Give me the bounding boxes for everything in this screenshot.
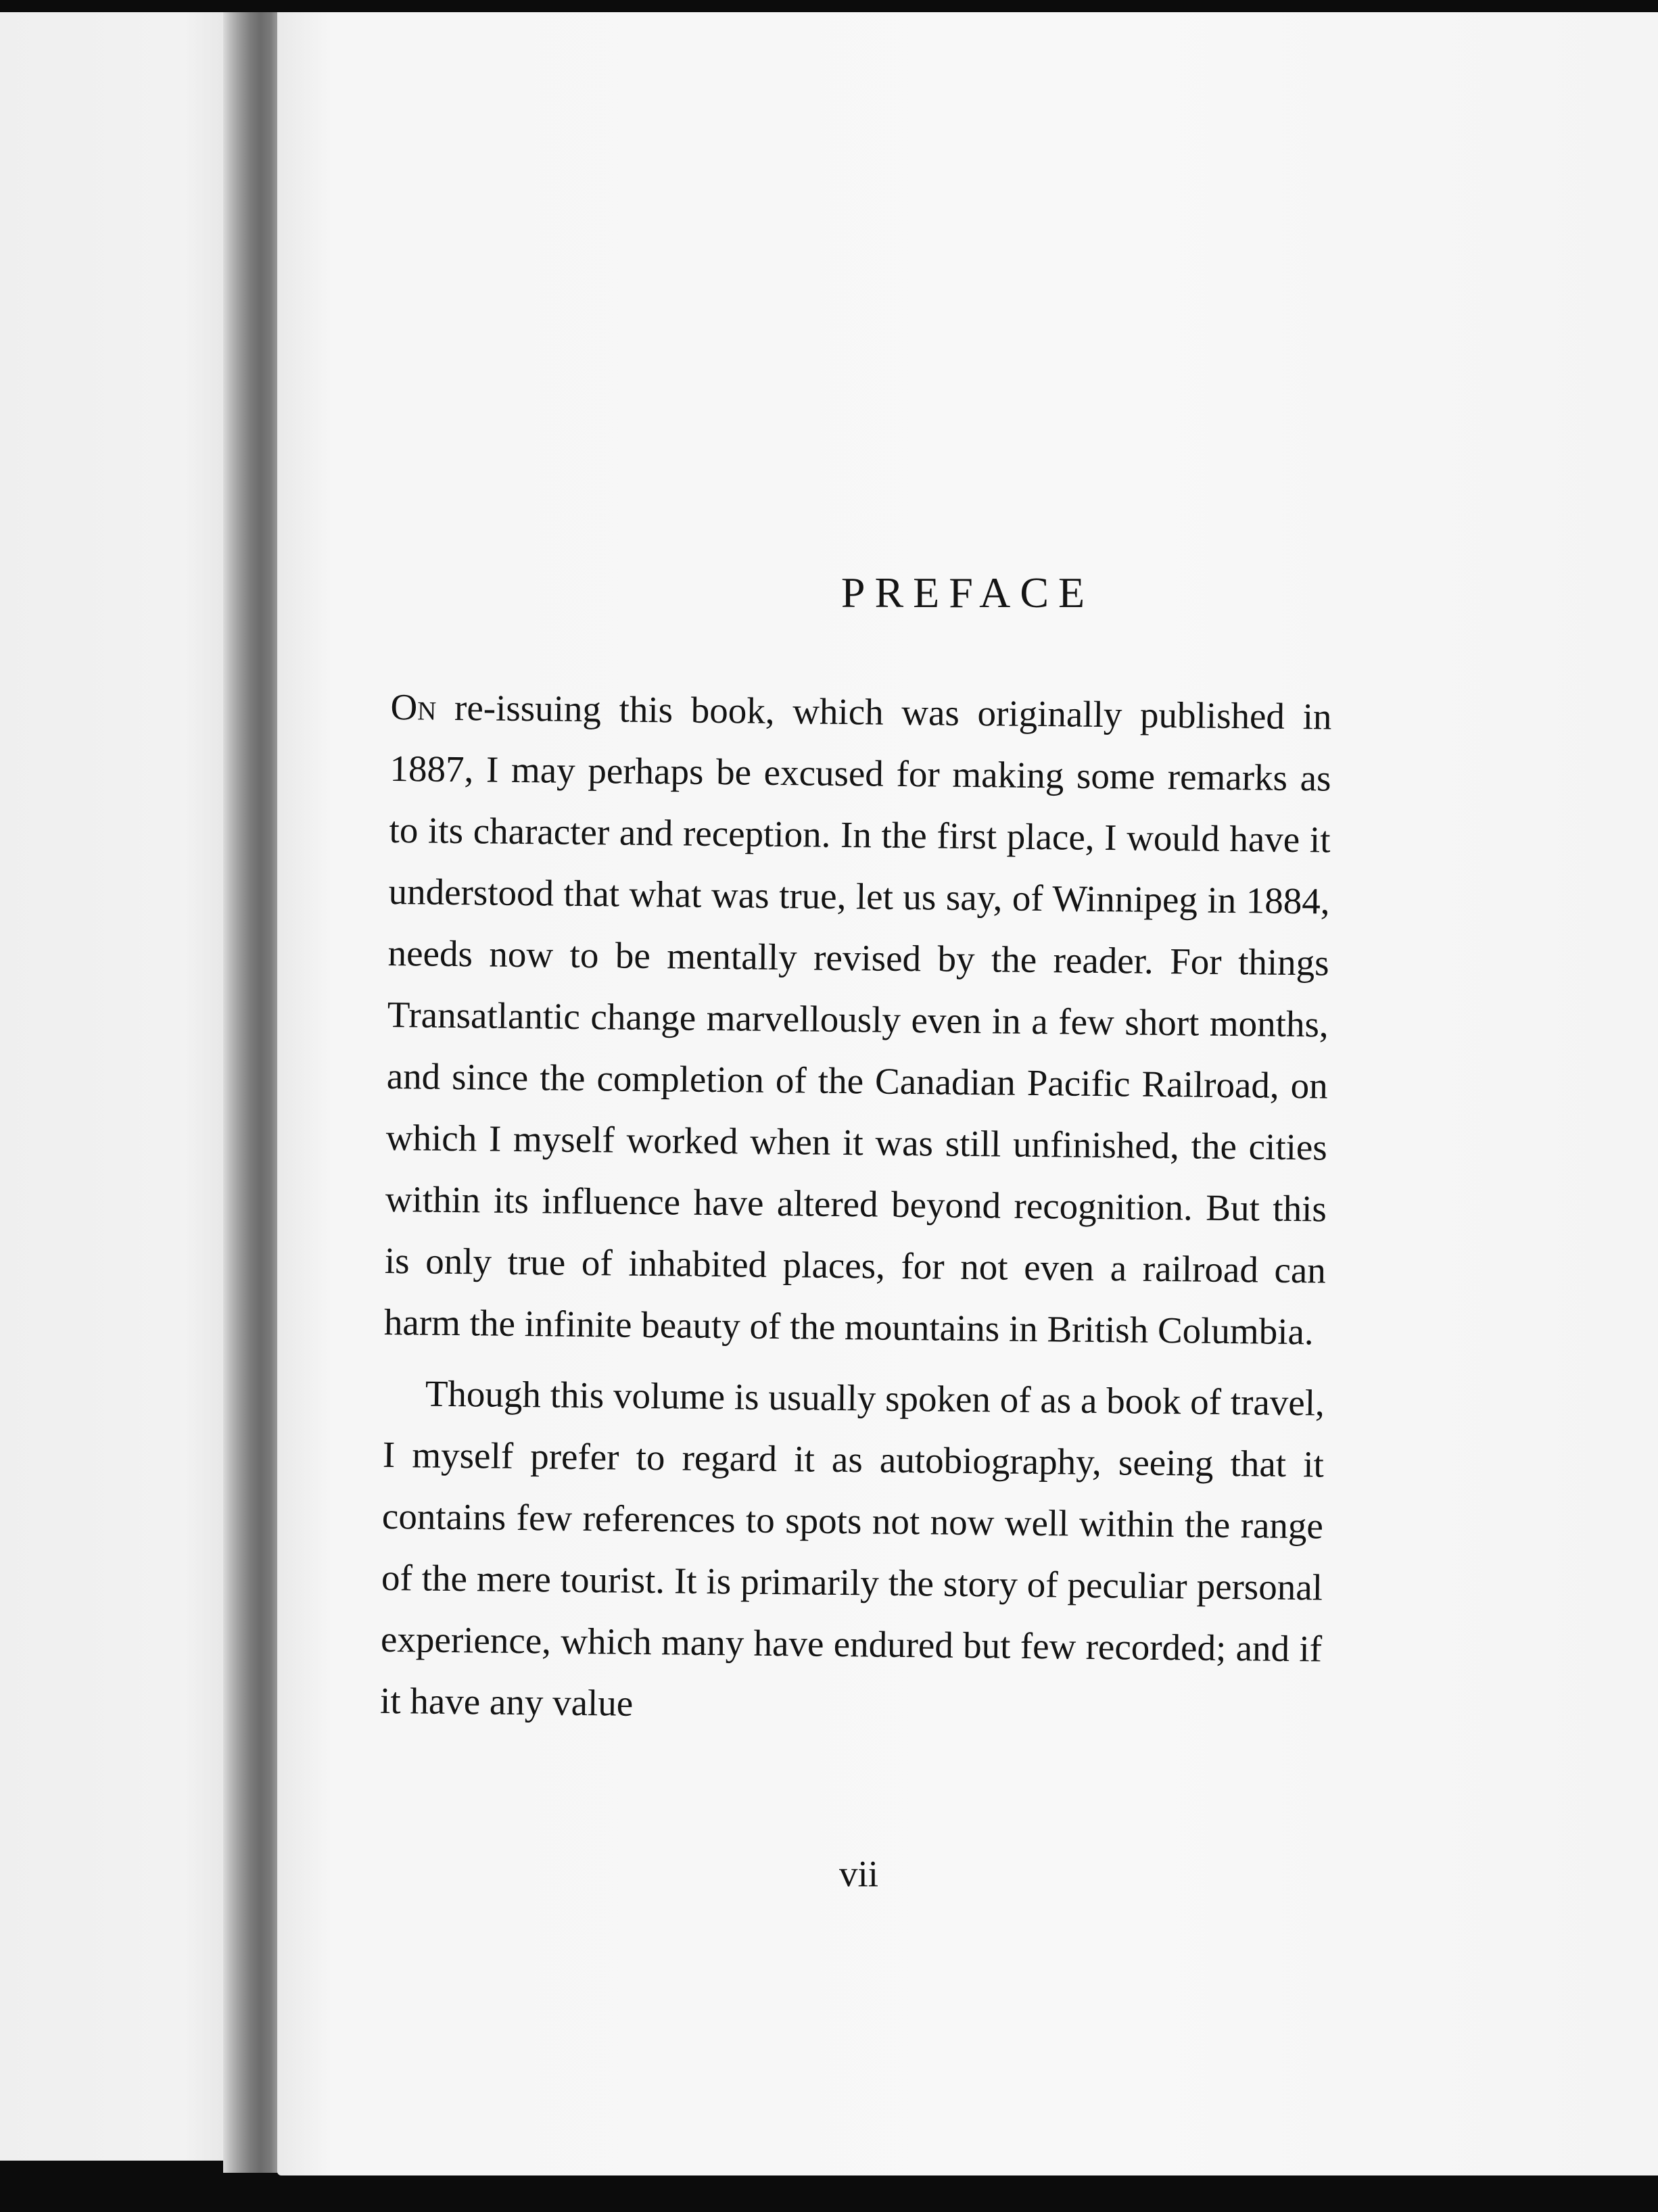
paragraph-1-text: re-issuing this book, which was originally published in 1887, I may perhaps be excused for making some remarks as to its character and reception. In the first place, I would have it understood that what was true, let us say, of Winnipeg in 1884, needs now to be mentally revised by the reader. For things Transatlantic change marvellously even in a few short months, and since the completion of the Canadian Pacific Railroad, on which I myself worked when it was still unfinished, the cities within its influence have altered beyond recognition. But this is only true of inhabited places, for not even a railroad can harm the infinite beauty of the mountains in British Columbia. [383, 686, 1332, 1353]
page-number: vii [838, 1853, 879, 1894]
opening-word: On [390, 686, 437, 728]
page-heading: PREFACE [840, 569, 1095, 617]
preface-text [380, 676, 1332, 1741]
paragraph-2: Though this volume is usually spoken of as a book of travel, I myself prefer to regard it as autobiography, seeing that it contains few references to spots not now well within the range of the mere tourist. It is primarily the story of peculiar personal experience, which many have endured but few recorded; and if it have any value [379, 1372, 1325, 1724]
paragraph-1 [384, 676, 1332, 1363]
left-page-edge [0, 12, 230, 2161]
